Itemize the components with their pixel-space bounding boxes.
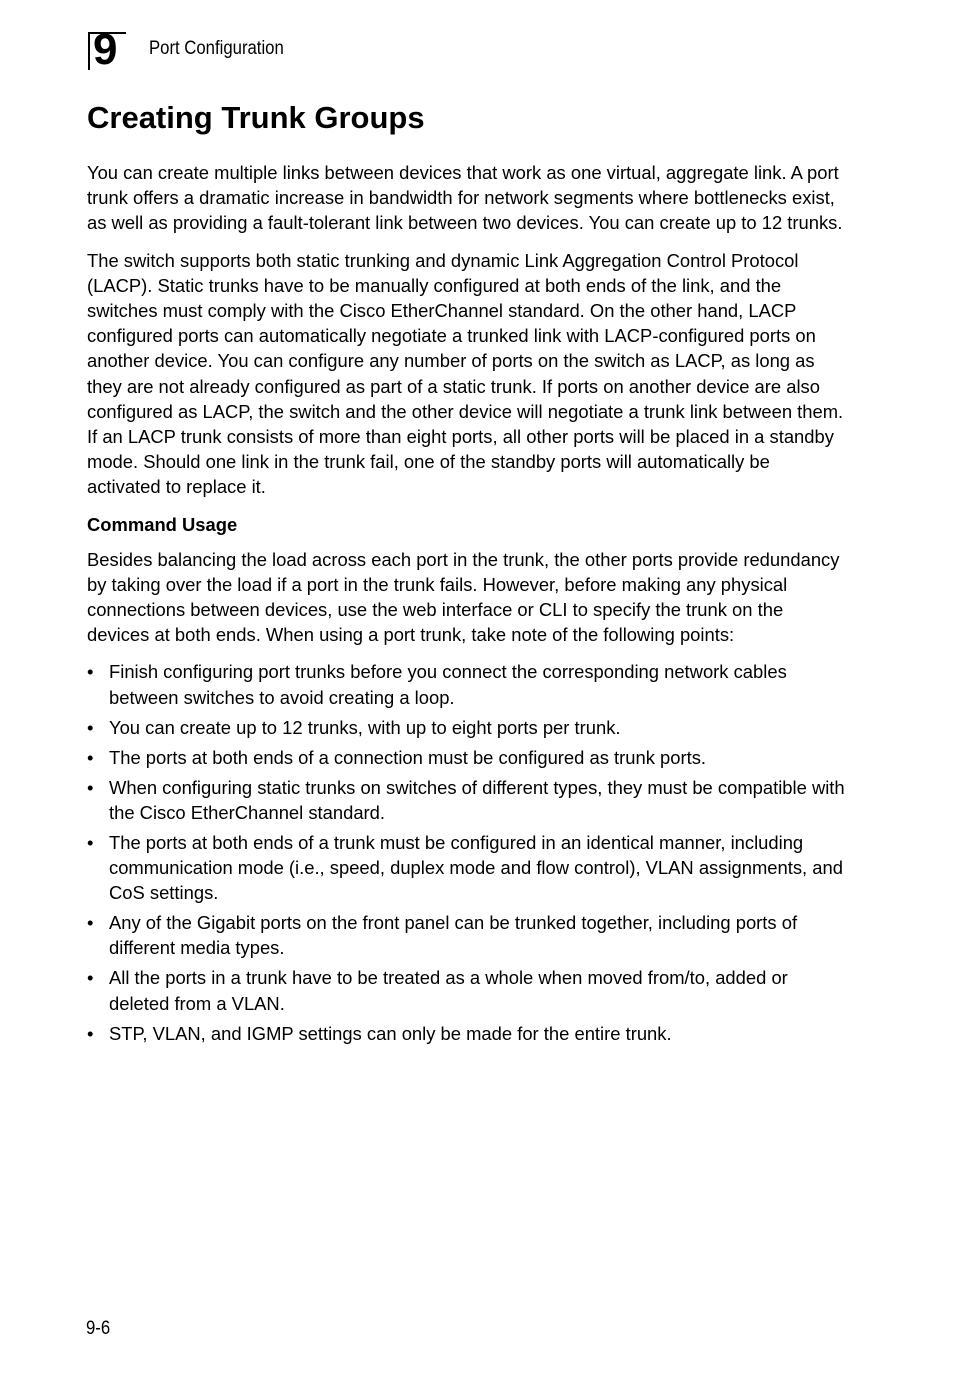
list-item-text: The ports at both ends of a trunk must be configured in an identical manner, including communication mode (i.e., speed, duplex mode and flow control), VLAN assignments, and CoS settings. bbox=[109, 831, 843, 904]
intro-paragraph: You can create multiple links between devices that work as one virtual, aggregate link. A port trunk offers a dramatic increase in bandwidth for network segments where bottlenecks exist, as well as providing a fault-tolerant link between two devices. You can create up to 12 trunks. bbox=[87, 162, 843, 234]
page-header bbox=[88, 25, 302, 74]
list-item bbox=[87, 830, 847, 906]
bullet-icon: • bbox=[87, 746, 94, 768]
usage-bullet-list bbox=[87, 659, 847, 1045]
lacp-paragraph: The switch supports both static trunking and dynamic Link Aggregation Control Protocol (LACP). Static trunks have to be manually configured at both ends of the link, and the switches must comply with the Cisco EtherChannel standard. On the other hand, LACP configured ports can automatically negotiate a trunked link with LACP-configured ports on another device. You can configure any number of ports on the switch as LACP, as long as they are not already configured as part of a static trunk. If ports on another device are also configured as LACP, the switch and the other device will negotiate a trunk link between them. If an LACP trunk consists of more than eight ports, all other ports will be placed in a standby mode. Should one link in the trunk fail, one of the standby ports will automatically be activated to replace it. bbox=[87, 249, 844, 498]
chapter-number: 9 bbox=[93, 25, 118, 74]
list-item bbox=[87, 659, 847, 709]
page-number: 9-6 bbox=[86, 1318, 111, 1339]
list-item-text: STP, VLAN, and IGMP settings can only be made for the entire trunk. bbox=[109, 1022, 672, 1044]
list-item-text: The ports at both ends of a connection must be configured as trunk ports. bbox=[109, 746, 707, 768]
list-item bbox=[87, 715, 847, 740]
bullet-icon: • bbox=[87, 967, 94, 989]
list-item bbox=[87, 965, 847, 1015]
list-item bbox=[87, 745, 847, 770]
list-item-text: Any of the Gigabit ports on the front panel can be trunked together, including ports of different media types. bbox=[109, 912, 798, 959]
bullet-icon: • bbox=[87, 912, 94, 934]
list-item-text: You can create up to 12 trunks, with up to eight ports per trunk. bbox=[109, 716, 621, 738]
section-title: Creating Trunk Groups bbox=[87, 100, 425, 135]
list-item bbox=[87, 910, 847, 960]
bullet-icon: • bbox=[87, 1022, 94, 1044]
list-item-text: When configuring static trunks on switches of different types, they must be compatible with the Cisco EtherChannel standard. bbox=[109, 776, 845, 823]
list-item-text: All the ports in a trunk have to be treated as a whole when moved from/to, added or deleted from a VLAN. bbox=[109, 967, 788, 1014]
command-usage-heading: Command Usage bbox=[87, 513, 238, 535]
bullet-icon: • bbox=[87, 661, 94, 683]
bullet-icon: • bbox=[87, 716, 94, 738]
main-content bbox=[87, 98, 847, 1051]
usage-paragraph: Besides balancing the load across each port in the trunk, the other ports provide redundancy by taking over the load if a port in the trunk fails. However, before making any physical connections between devices, use the web interface or CLI to specify the trunk on the devices at both ends. When using a port trunk, take note of the following points: bbox=[87, 548, 840, 646]
list-item bbox=[87, 775, 847, 825]
running-title: Port Configuration bbox=[149, 38, 284, 59]
list-item-text: Finish configuring port trunks before you connect the corresponding network cables between switches to avoid creating a loop. bbox=[109, 661, 787, 708]
bullet-icon: • bbox=[87, 776, 94, 798]
bullet-icon: • bbox=[87, 831, 94, 853]
list-item bbox=[87, 1021, 847, 1046]
chapter-badge bbox=[88, 25, 126, 74]
